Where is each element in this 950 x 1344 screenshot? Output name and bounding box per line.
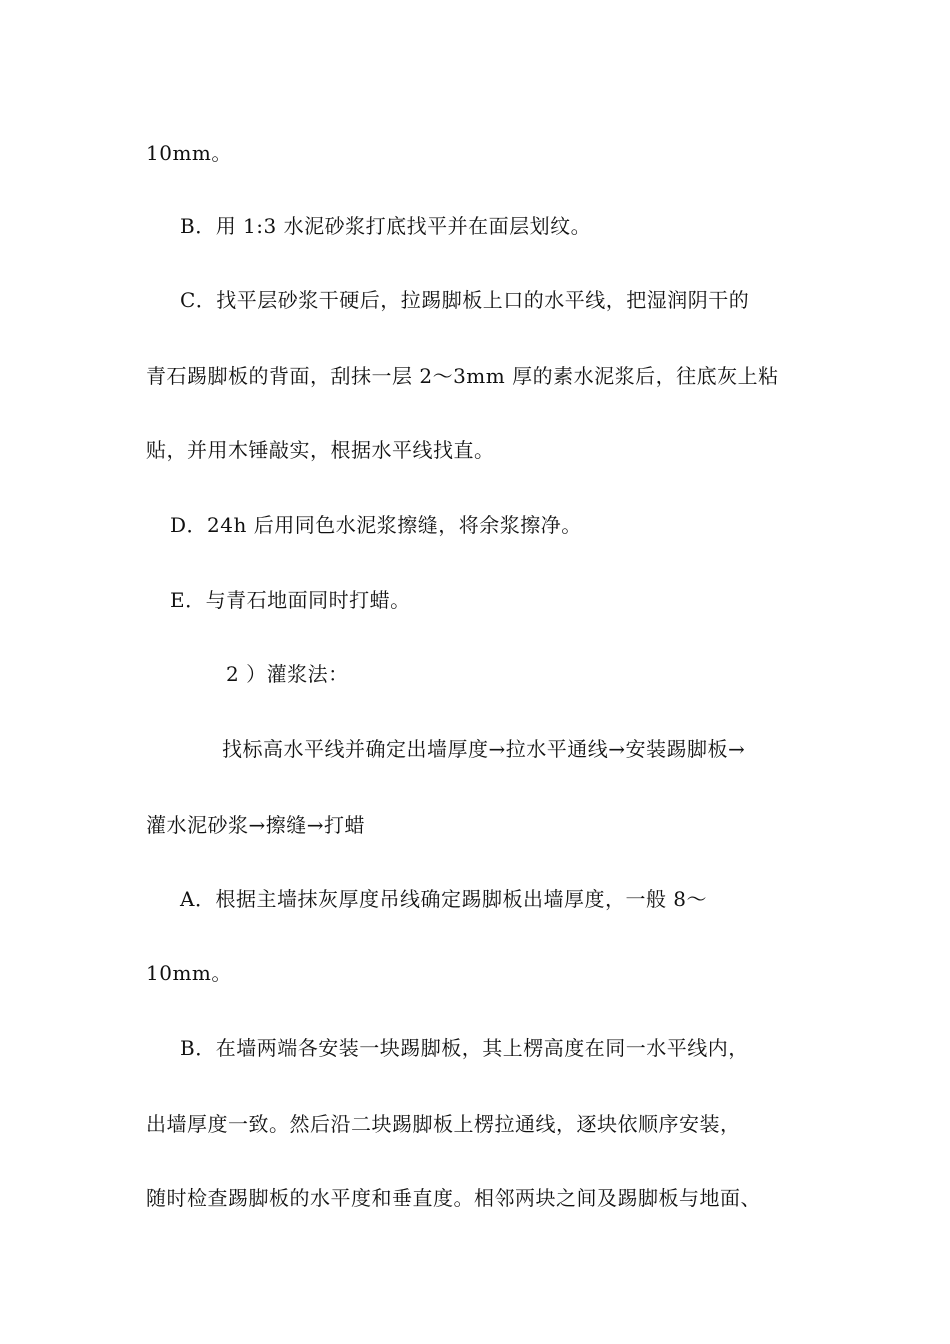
text-line-4: 青石踢脚板的背面，刮抹一层 2～3mm 厚的素水泥浆后，往底灰上粘 (146, 364, 779, 388)
text-line-13: B．在墙两端各安装一块踢脚板，其上楞高度在同一水平线内， (180, 1036, 749, 1060)
text-line-6: D．24h 后用同色水泥浆擦缝，将余浆擦净。 (170, 513, 582, 537)
text-line-15: 随时检查踢脚板的水平度和垂直度。相邻两块之间及踢脚板与地面、 (146, 1186, 761, 1210)
text-line-10: 灌水泥砂浆→擦缝→打蜡 (146, 813, 366, 837)
text-line-5: 贴，并用木锤敲实，根据水平线找直。 (146, 438, 495, 462)
text-line-9: 找标高水平线并确定出墙厚度→拉水平通线→安装踢脚板→ (222, 737, 746, 761)
text-line-8: 2 ）灌浆法： (226, 662, 349, 686)
text-line-7: E．与青石地面同时打蜡。 (170, 588, 411, 612)
text-line-12: 10mm。 (146, 961, 232, 985)
text-line-11: A．根据主墙抹灰厚度吊线确定踢脚板出墙厚度，一般 8～ (180, 887, 708, 911)
text-line-14: 出墙厚度一致。然后沿二块踢脚板上楞拉通线，逐块依顺序安装， (146, 1112, 741, 1136)
text-line-1: 10mm。 (146, 141, 232, 165)
text-line-2: B．用 1:3 水泥砂浆打底找平并在面层划纹。 (180, 214, 592, 238)
text-line-3: C．找平层砂浆干硬后，拉踢脚板上口的水平线，把湿润阴干的 (180, 288, 750, 312)
